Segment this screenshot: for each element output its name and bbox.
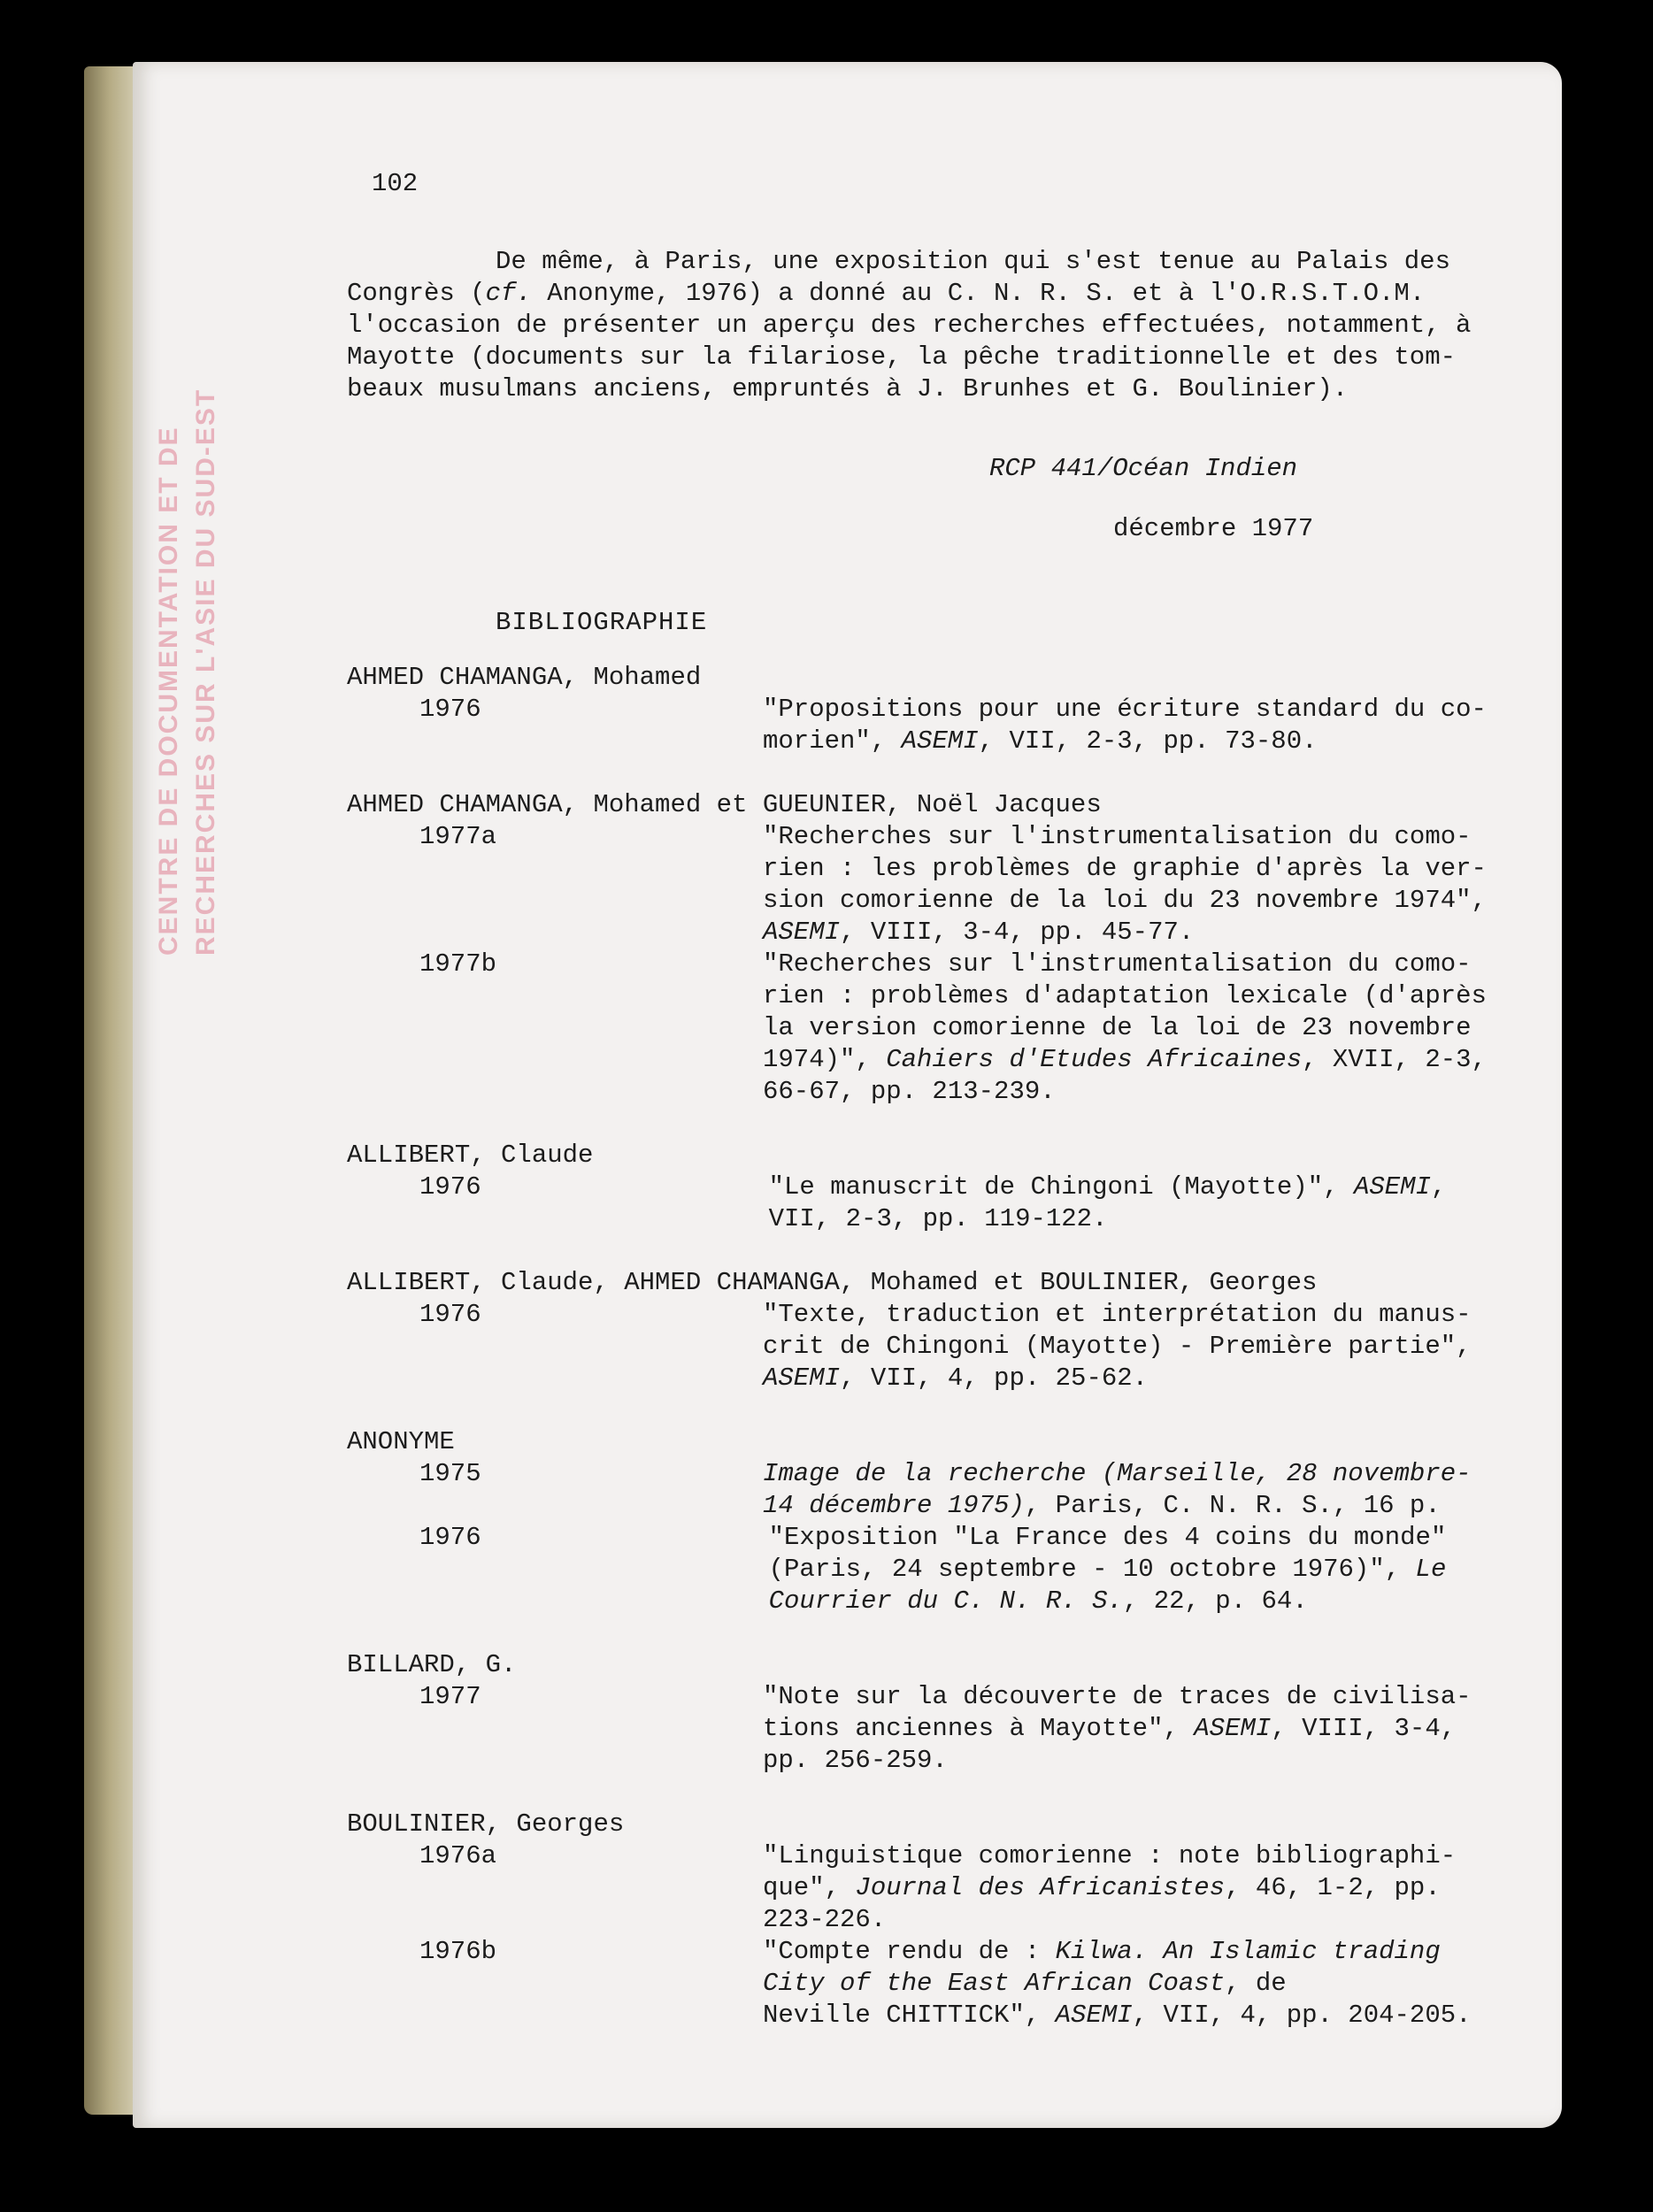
work-reference [763, 949, 1487, 1108]
entry-author: ALLIBERT, Claude [347, 1141, 594, 1170]
reference-line: ASEMI, VIII, 3-4, pp. 45-77. [763, 918, 1195, 947]
work-year: 1976 [419, 695, 481, 724]
signature-date: décembre 1977 [1113, 514, 1314, 543]
work-reference [763, 821, 1487, 949]
stamp-line-1: CENTRE DE DOCUMENTATION ET DE [154, 426, 183, 956]
entry-work [347, 1681, 1472, 1777]
entry-work [347, 949, 1487, 1108]
reference-line: rien : problèmes d'adaptation lexicale (d'après [763, 981, 1487, 1010]
work-reference [763, 694, 1487, 757]
reference-line: rien : les problèmes de graphie d'après la ver- [763, 854, 1487, 883]
work-year: 1977a [419, 822, 497, 851]
intro-line: Congrès (cf. Anonyme, 1976) a donné au C. N. R. S. et à l'O.R.S.T.O.M. [347, 279, 1426, 308]
entry-work [347, 1458, 1472, 1522]
reference-line: "Note sur la découverte de traces de civilisa- [763, 1682, 1472, 1711]
reference-line: Image de la recherche (Marseille, 28 novembre- [763, 1459, 1472, 1488]
work-year: 1976 [419, 1523, 481, 1552]
reference-line: ASEMI, VII, 4, pp. 25-62. [763, 1363, 1149, 1393]
work-year: 1975 [419, 1459, 481, 1488]
intro-line: l'occasion de présenter un aperçu des recherches effectuées, notamment, à [347, 311, 1472, 340]
signature-team: RCP 441/Océan Indien [989, 454, 1298, 483]
entry-author: AHMED CHAMANGA, Mohamed [347, 663, 702, 692]
entry-author: ALLIBERT, Claude, AHMED CHAMANGA, Mohamed et BOULINIER, Georges [347, 1268, 1318, 1297]
work-reference [763, 1840, 1457, 1936]
reference-line: morien", ASEMI, VII, 2-3, pp. 73-80. [763, 726, 1318, 756]
bibliography-title: BIBLIOGRAPHIE [496, 608, 708, 637]
reference-line: 14 décembre 1975), Paris, C. N. R. S., 16 p. [763, 1491, 1441, 1520]
reference-line: "Propositions pour une écriture standard du co- [763, 695, 1487, 724]
library-stamp [150, 230, 225, 956]
entry-work [347, 821, 1487, 949]
work-reference [763, 1936, 1472, 2032]
work-reference [763, 1299, 1472, 1394]
reference-line: 223-226. [763, 1905, 887, 1934]
bibliography-entry [347, 789, 1487, 1108]
reference-line: crit de Chingoni (Mayotte) - Première partie", [763, 1332, 1472, 1361]
work-year: 1976 [419, 1172, 481, 1202]
work-reference [769, 1522, 1453, 1617]
work-year: 1976 [419, 1300, 481, 1329]
bibliography-entry [347, 1267, 1472, 1394]
work-reference [769, 1171, 1453, 1235]
bibliography-entry [347, 662, 1487, 757]
work-reference [763, 1458, 1472, 1522]
entry-work [347, 1522, 1453, 1617]
bibliography-entry [347, 1649, 1472, 1777]
reference-line: "Recherches sur l'instrumentalisation du como- [763, 822, 1472, 851]
work-year: 1977b [419, 949, 497, 979]
bibliography-entry [347, 1426, 1472, 1617]
reference-line: Neville CHITTICK", ASEMI, VII, 4, pp. 204-205. [763, 2001, 1472, 2030]
reference-line: "Texte, traduction et interprétation du manus- [763, 1300, 1472, 1329]
bibliography-entry [347, 1140, 1453, 1235]
reference-line: VII, 2-3, pp. 119-122. [768, 1204, 1108, 1233]
bibliography-entry [347, 1809, 1472, 2032]
work-year: 1976a [419, 1841, 497, 1870]
reference-line: "Compte rendu de : Kilwa. An Islamic trading [763, 1937, 1441, 1966]
bibliography-list [347, 662, 1487, 2063]
reference-line: (Paris, 24 septembre - 10 octobre 1976)", Le [768, 1555, 1447, 1584]
reference-line: "Exposition "La France des 4 coins du monde" [768, 1523, 1447, 1552]
entry-author: BOULINIER, Georges [347, 1809, 625, 1839]
work-reference [763, 1681, 1472, 1777]
reference-line: "Linguistique comorienne : note bibliographi- [763, 1841, 1457, 1870]
entry-work [347, 1171, 1453, 1235]
page-number: 102 [372, 169, 419, 198]
reference-line: "Recherches sur l'instrumentalisation du como- [763, 949, 1472, 979]
reference-line: Courrier du C. N. R. S., 22, p. 64. [768, 1586, 1308, 1616]
stamp-line-2: RECHERCHES SUR L'ASIE DU SUD-EST [191, 388, 220, 956]
intro-line: Mayotte (documents sur la filariose, la pêche traditionnelle et des tom- [347, 342, 1457, 372]
reference-line: sion comorienne de la loi du 23 novembre 1974", [763, 886, 1487, 915]
reference-line: City of the East African Coast, de [763, 1969, 1287, 1998]
work-year: 1976b [419, 1937, 497, 1966]
reference-line: que", Journal des Africanistes, 46, 1-2, pp. [763, 1873, 1441, 1902]
entry-work [347, 694, 1487, 757]
entry-author: ANONYME [347, 1427, 455, 1456]
work-year: 1977 [419, 1682, 481, 1711]
reference-line: 1974)", Cahiers d'Etudes Africaines, XVII, 2-3, [763, 1045, 1487, 1074]
reference-line: tions anciennes à Mayotte", ASEMI, VIII, 3-4, [763, 1714, 1457, 1743]
entry-work [347, 1299, 1472, 1394]
reference-line: "Le manuscrit de Chingoni (Mayotte)", ASEMI, [768, 1172, 1447, 1202]
reference-line: 66-67, pp. 213-239. [763, 1077, 1056, 1106]
reference-line: la version comorienne de la loi de 23 novembre [763, 1013, 1472, 1042]
entry-author: BILLARD, G. [347, 1650, 517, 1679]
intro-paragraph [347, 246, 1472, 405]
entry-author: AHMED CHAMANGA, Mohamed et GUEUNIER, Noël Jacques [347, 790, 1102, 819]
entry-work [347, 1936, 1472, 2032]
intro-line: beaux musulmans anciens, empruntés à J. Brunhes et G. Boulinier). [347, 374, 1349, 403]
entry-work [347, 1840, 1457, 1936]
intro-line: De même, à Paris, une exposition qui s'est tenue au Palais des [496, 247, 1450, 276]
reference-line: pp. 256-259. [763, 1746, 948, 1775]
